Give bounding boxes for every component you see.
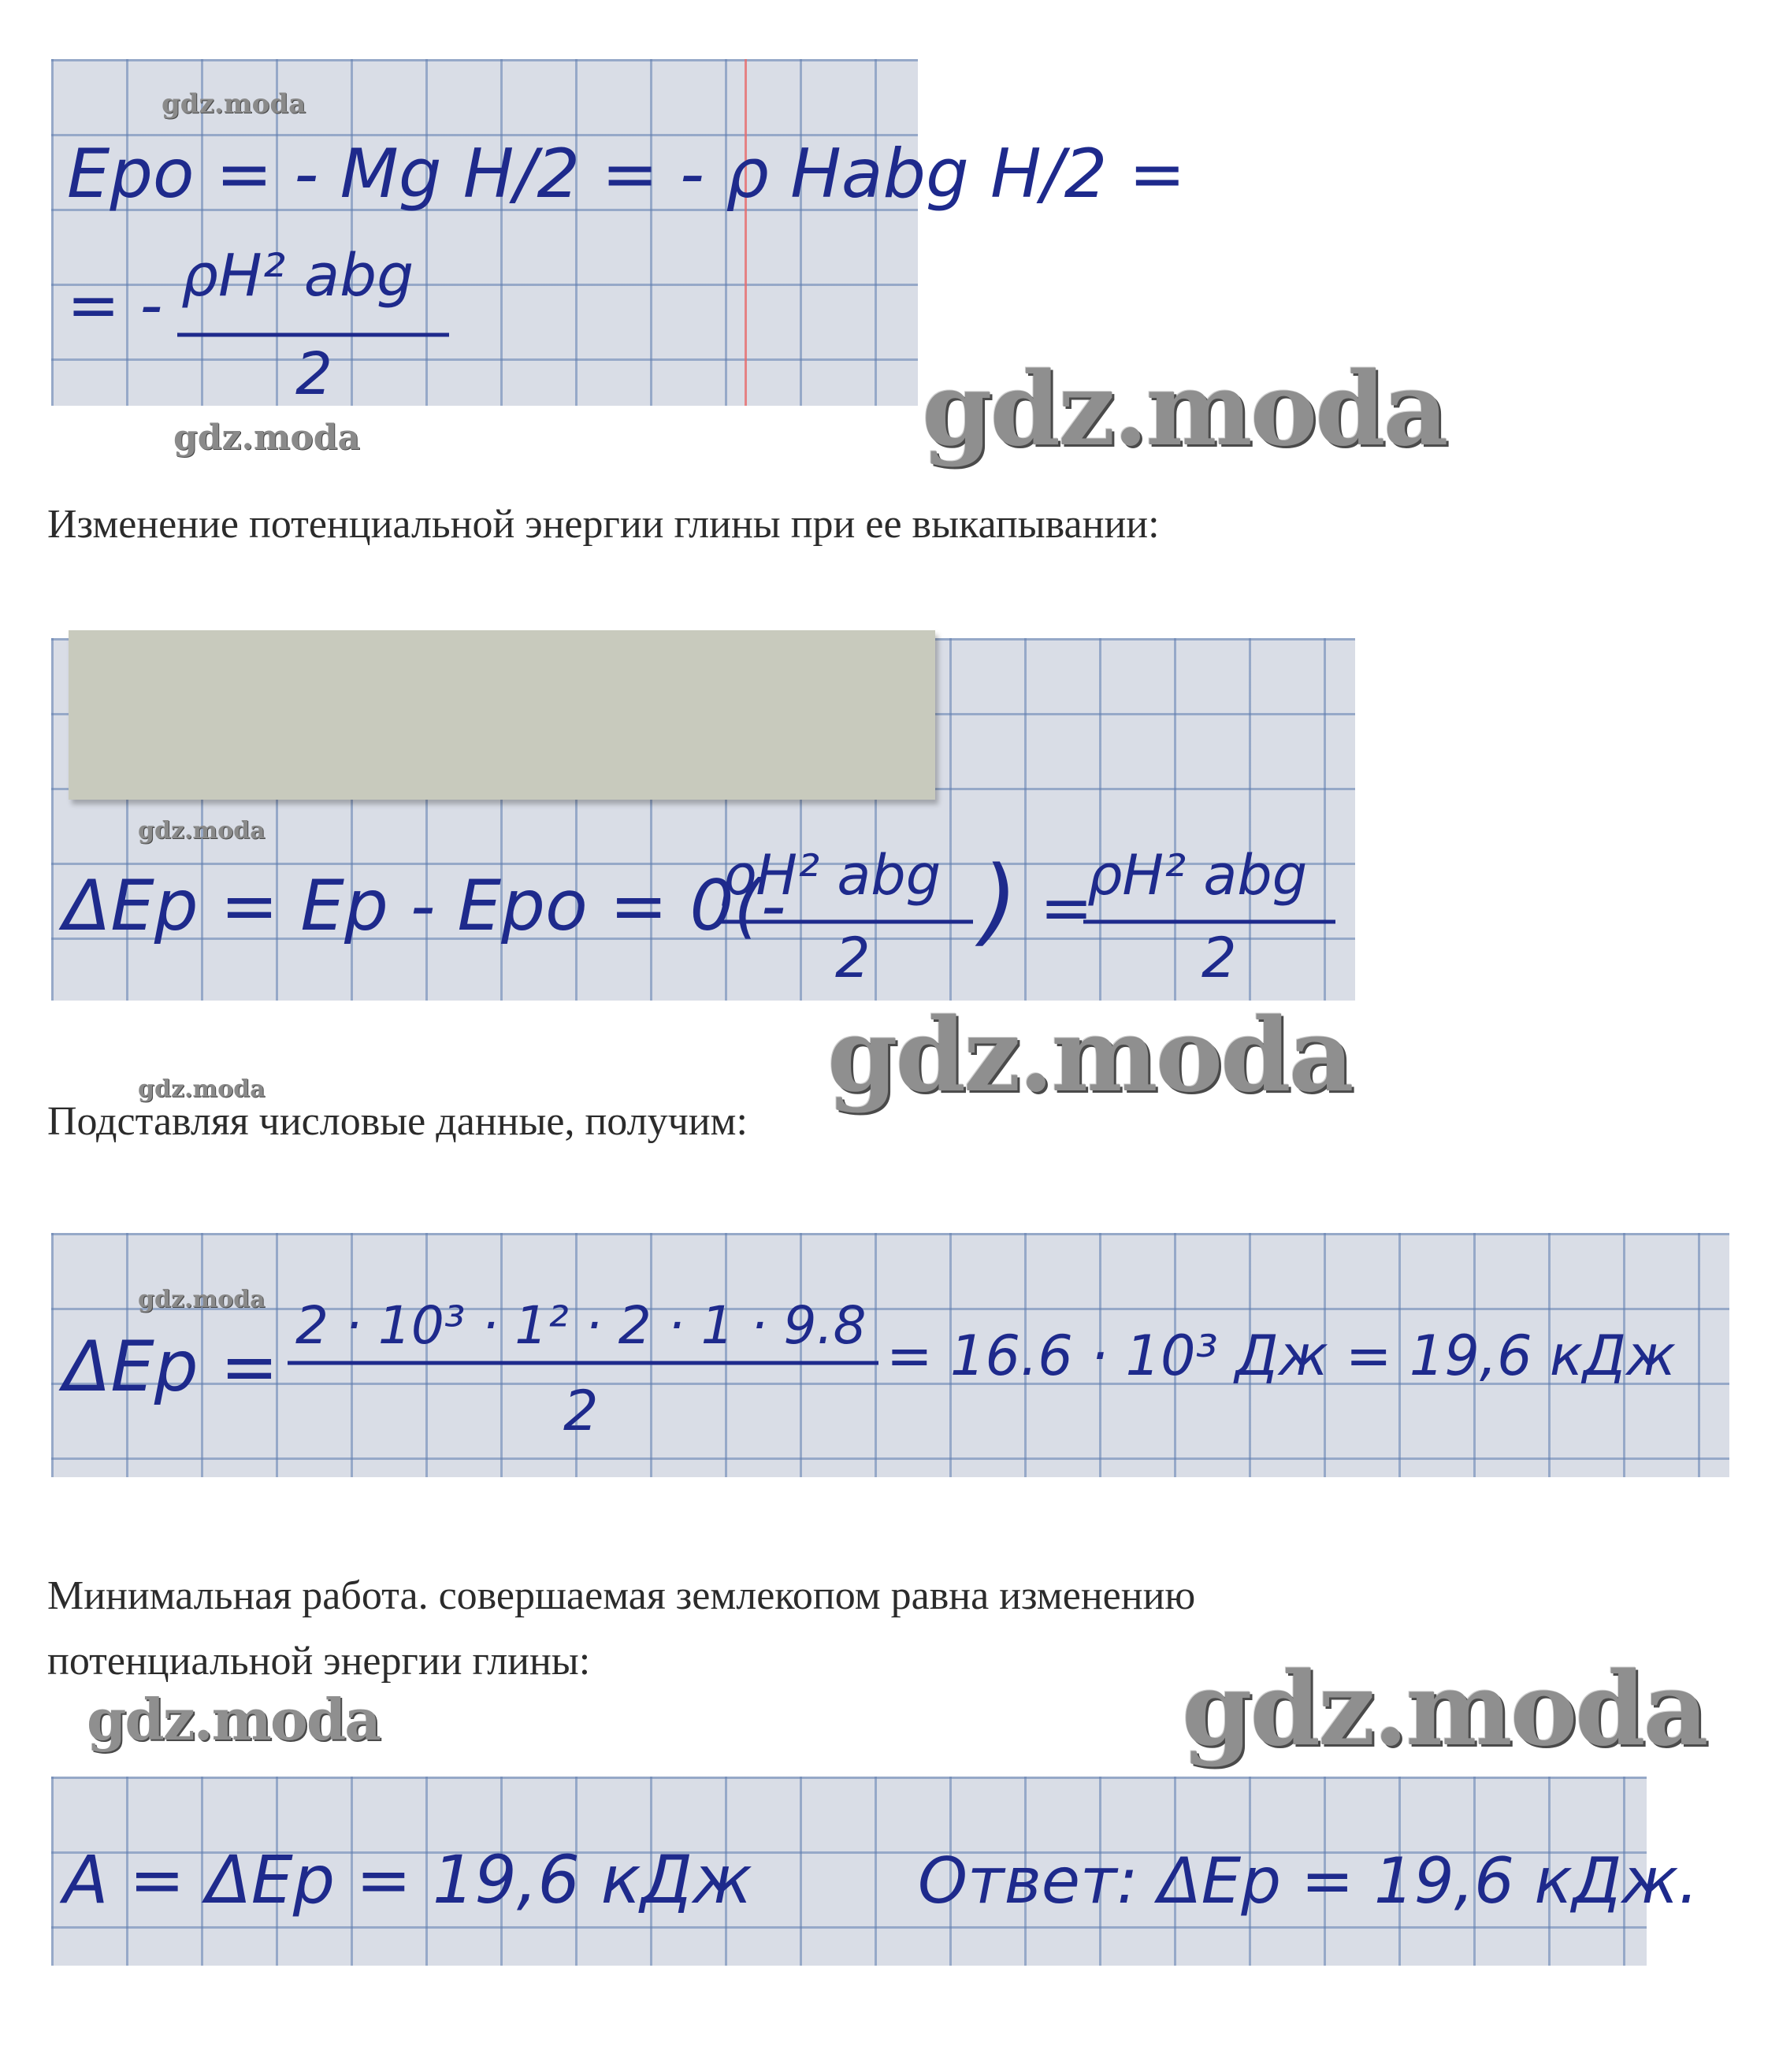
photo-3-formula <box>51 1233 1729 1477</box>
formula-1-numerator: ρH² abg <box>181 242 414 310</box>
formula-3-denominator: 2 <box>563 1379 599 1443</box>
watermark: gdz.moda <box>138 1286 266 1313</box>
watermark: gdz.moda <box>1182 1651 1707 1769</box>
handwritten-photo-4 <box>51 1777 1699 1966</box>
formula-1-prefix: = - <box>67 269 163 342</box>
formula-2-eq: = <box>1040 871 1094 945</box>
formula-2-close: ) <box>981 847 1018 956</box>
watermark: gdz.moda <box>173 418 361 458</box>
watermark: gdz.moda <box>138 817 266 845</box>
formula-2-rhs-denominator: 2 <box>1201 926 1237 990</box>
answer-left: A = ΔEp = 19,6 кДж <box>63 1841 752 1918</box>
watermark: gdz.moda <box>87 1686 380 1753</box>
formula-3-result: = 16.6 · 10³ Дж = 19,6 кДж <box>886 1324 1676 1388</box>
handwritten-photo-3 <box>51 1233 1729 1477</box>
formula-2-rhs-numerator: ρH² abg <box>1087 843 1308 908</box>
formula-3-numerator: 2 · 10³ · 1² · 2 · 1 · 9.8 <box>295 1295 867 1356</box>
formula-2-numerator: ρH² abg <box>721 843 941 908</box>
paragraph-3-line-2: потенциальной энергии глины: <box>47 1639 591 1684</box>
formula-1-denominator: 2 <box>295 340 333 408</box>
photo-4-formula <box>51 1777 1699 1966</box>
watermark: gdz.moda <box>138 1075 266 1103</box>
answer-right: Ответ: ΔEp = 19,6 кДж. <box>918 1844 1699 1918</box>
formula-3-lhs: ΔEp = <box>63 1326 279 1407</box>
formula-2-denominator: 2 <box>835 926 871 990</box>
formula-2-lhs: ΔEp = Ep - Epo = 0(- <box>63 865 786 946</box>
paragraph-1: Изменение потенциальной энергии глины при ее выкапывании: <box>47 502 1160 547</box>
watermark: gdz.moda <box>162 88 306 120</box>
watermark: gdz.moda <box>827 997 1352 1115</box>
watermark: gdz.moda <box>922 351 1447 469</box>
formula-1-line-1: Epo = - Mg H/2 = - ρ Habg H/2 = <box>67 135 1186 214</box>
paragraph-2: Подставляя числовые данные, получим: <box>47 1099 748 1144</box>
paragraph-3-line-1: Минимальная работа. совершаемая землекопом равна изменению <box>47 1573 1196 1618</box>
